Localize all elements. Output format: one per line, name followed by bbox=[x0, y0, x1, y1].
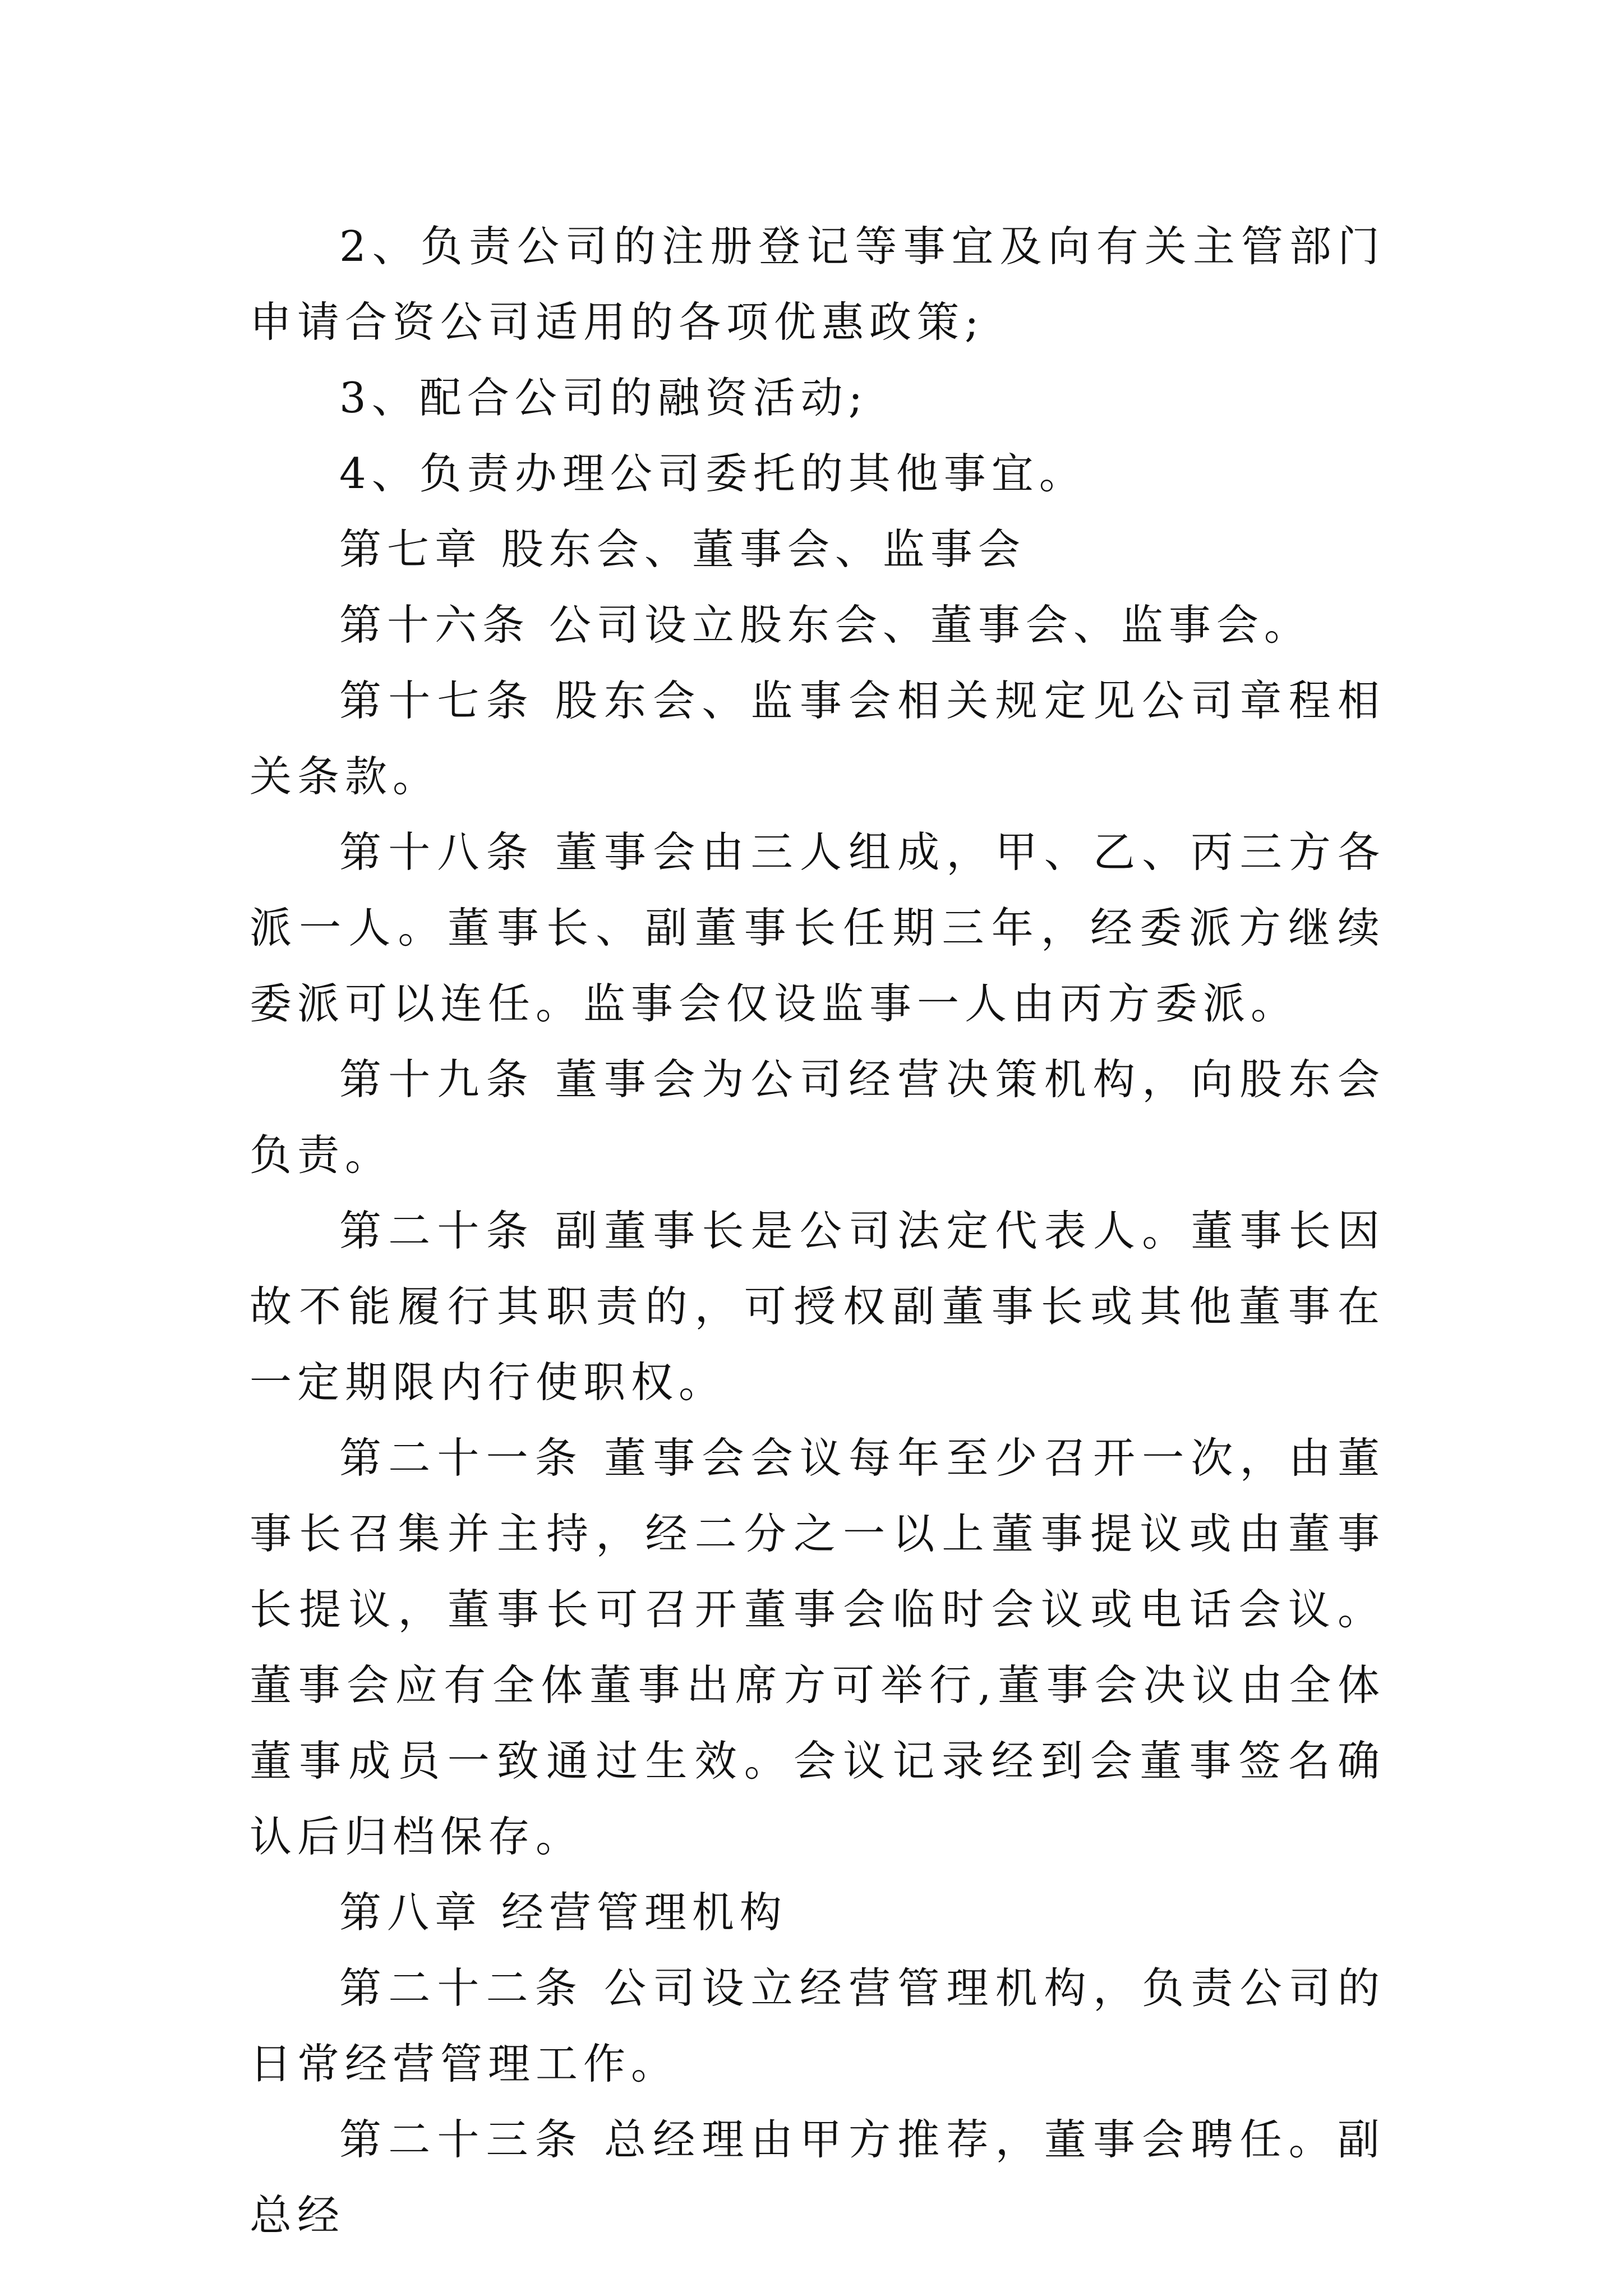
article-18: 第十八条 董事会由三人组成，甲、乙、丙三方各派一人。董事长、副董事长任期三年，经委派方继续委派可以连任。监事会仅设监事一人由丙方委派。 bbox=[250, 827, 1385, 1028]
article-21: 第二十一条 董事会会议每年至少召开一次，由董事长召集并主持，经二分之一以上董事提议或由董事长提议，董事长可召开董事会临时会议或电话会议。董事会应有全体董事出席方可举行,董事会决议由全体董事成员一致通过生效。会议记录经到会董事签名确认后归档保存。 bbox=[250, 1433, 1385, 1861]
paragraph-item-2: 2、负责公司的注册登记等事宜及向有关主管部门申请合资公司适用的各项优惠政策; bbox=[250, 222, 1385, 347]
chapter-heading-7: 第七章 股东会、董事会、监事会 bbox=[339, 524, 1026, 574]
article-16: 第十六条 公司设立股东会、董事会、监事会。 bbox=[339, 600, 1312, 650]
paragraph-item-4: 4、负责办理公司委托的其他事宜。 bbox=[339, 449, 1087, 498]
article-22: 第二十二条 公司设立经营管理机构，负责公司的日常经营管理工作。 bbox=[250, 1963, 1385, 2088]
article-19: 第十九条 董事会为公司经营决策机构，向股东会负责。 bbox=[250, 1055, 1385, 1180]
chapter-heading-8: 第八章 经营管理机构 bbox=[339, 1888, 787, 1937]
document-body bbox=[250, 209, 1385, 2253]
paragraph-item-3: 3、配合公司的融资活动; bbox=[339, 373, 868, 422]
article-20: 第二十条 副董事长是公司法定代表人。董事长因故不能履行其职责的，可授权副董事长或其他董事在一定期限内行使职权。 bbox=[250, 1206, 1385, 1407]
article-17: 第十七条 股东会、监事会相关规定见公司章程相关条款。 bbox=[250, 676, 1385, 801]
article-23: 第二十三条 总经理由甲方推荐，董事会聘任。副总经 bbox=[250, 2115, 1385, 2240]
